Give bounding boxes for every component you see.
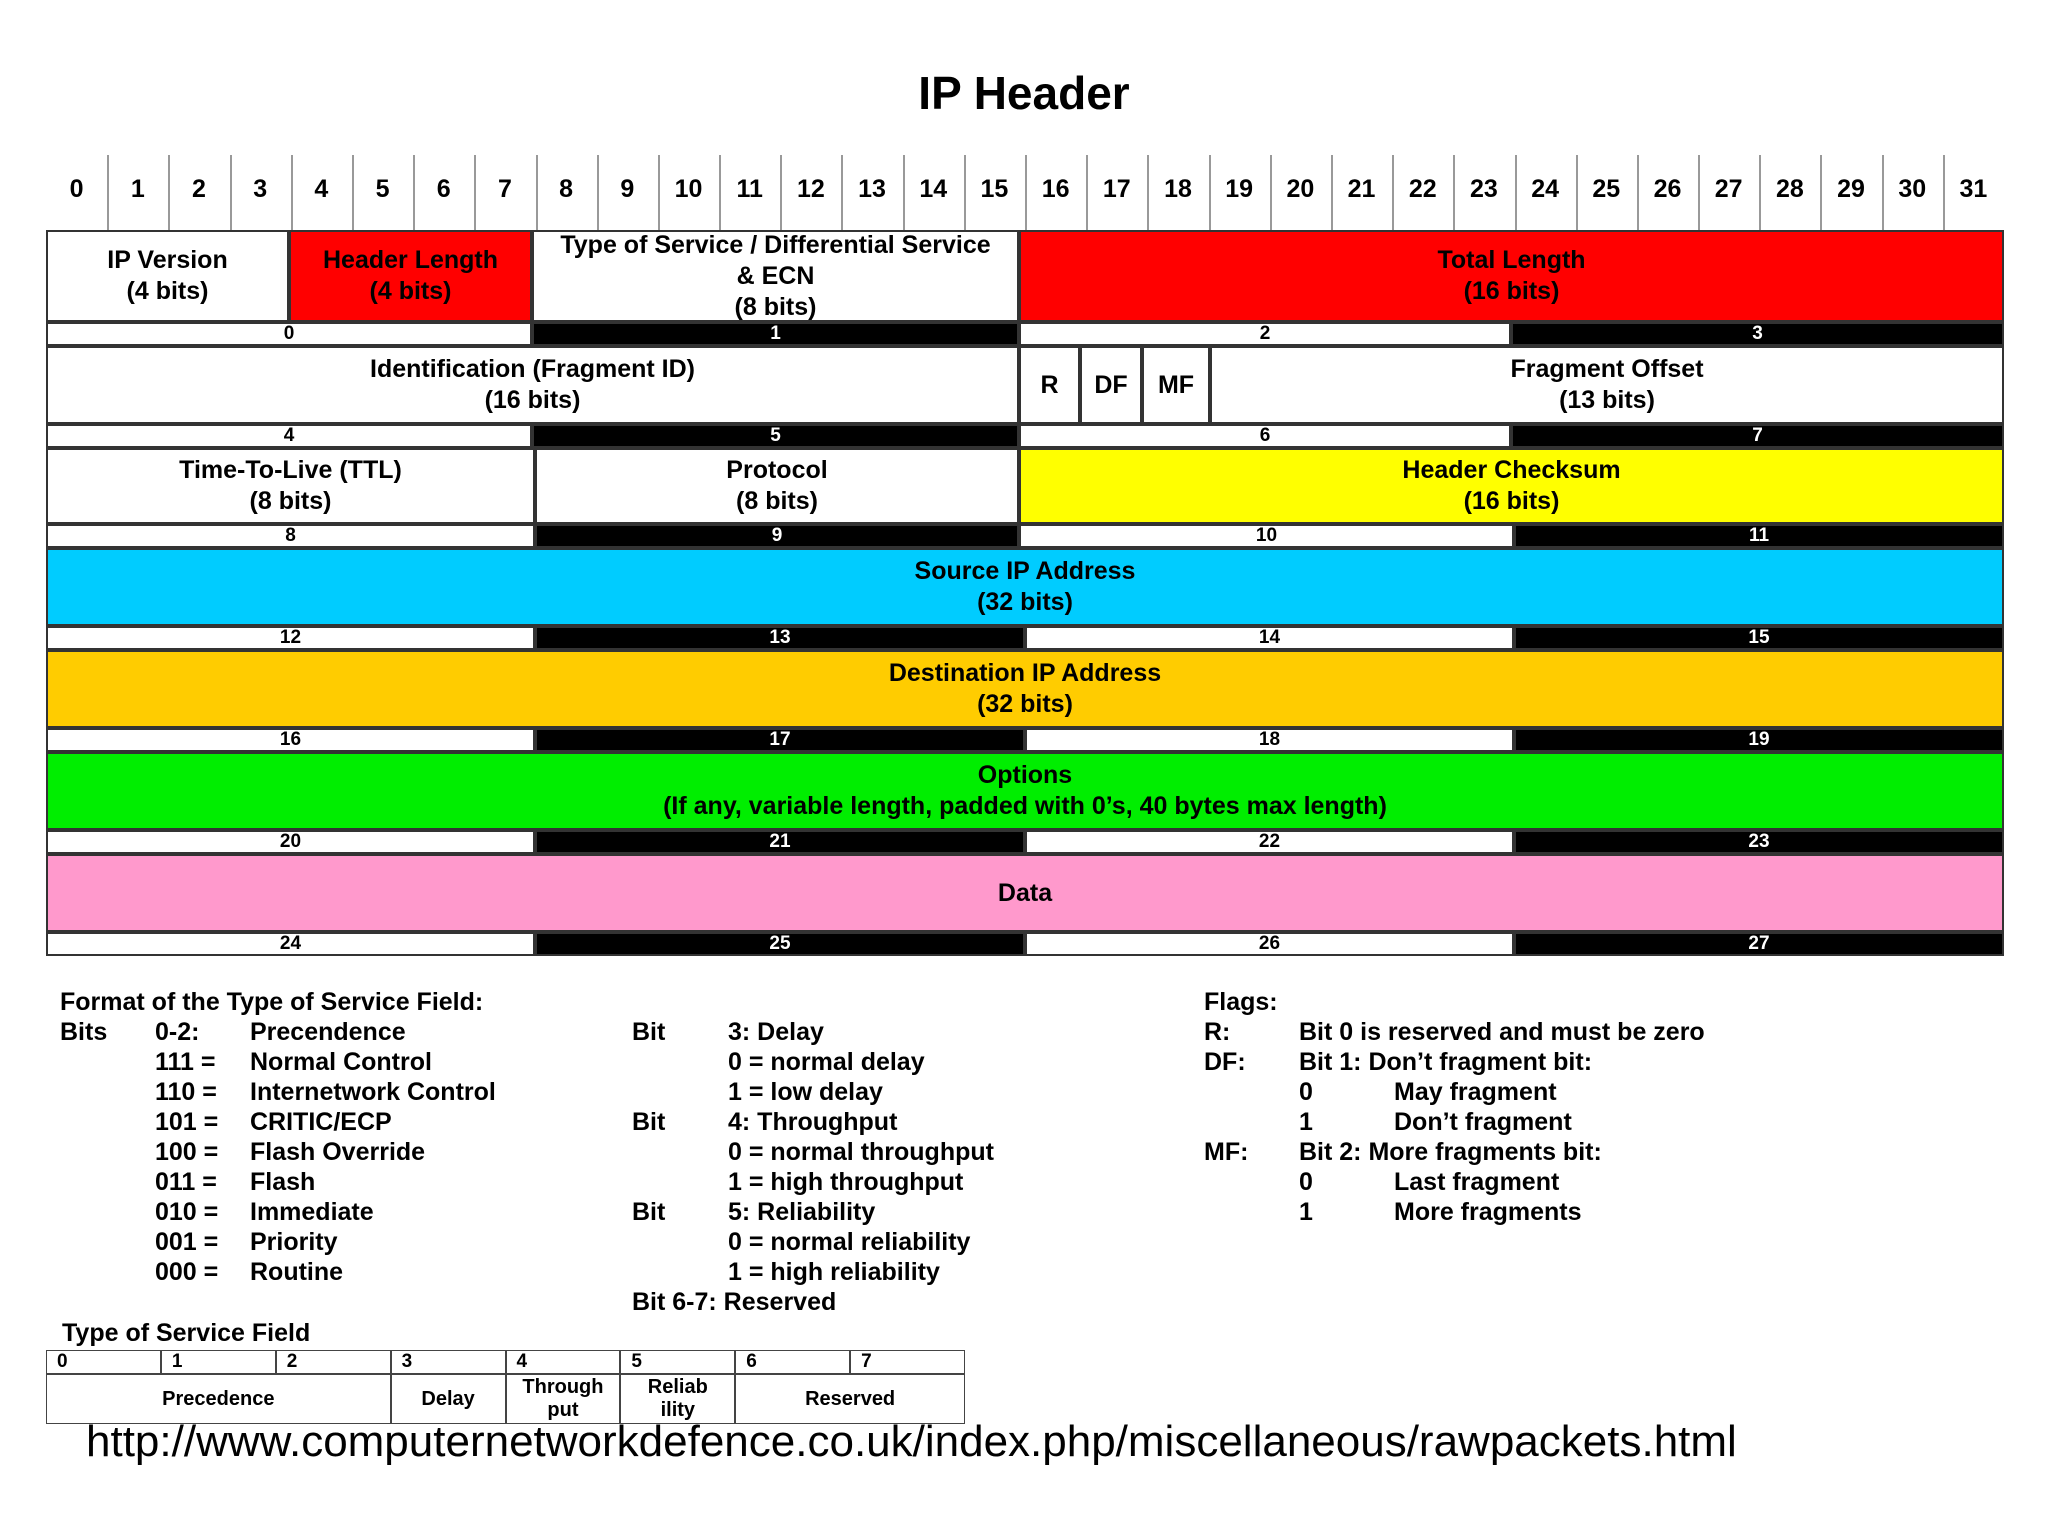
- tos-table-bit: 5: [620, 1350, 735, 1374]
- tos-reserved-cell-label: Reserved: [805, 1387, 896, 1410]
- flags-heading: Flags:: [1204, 988, 1278, 1016]
- precedence-name: Immediate: [250, 1198, 374, 1226]
- bit-number: 17: [1102, 174, 1131, 203]
- tos-precedence-title: Precendence: [250, 1018, 406, 1046]
- octet-11: 11: [1514, 524, 2004, 548]
- bit-number: 4: [314, 174, 329, 203]
- bit-divider: [1392, 155, 1394, 230]
- destination-ip-size: (32 bits): [977, 690, 1073, 718]
- precedence-code: 001 =: [155, 1228, 219, 1256]
- octet-16: 16: [46, 728, 535, 752]
- ip-version-field: [46, 230, 289, 322]
- tos-size: (8 bits): [734, 292, 817, 321]
- destination-ip-field: [46, 650, 2004, 728]
- bit-number: 15: [980, 174, 1009, 203]
- bit-number: 6: [436, 174, 451, 203]
- bit-number: 14: [919, 174, 948, 203]
- tos-table-bit: 0: [46, 1350, 161, 1374]
- flag-df-label: DF:: [1204, 1048, 1246, 1076]
- bit-number: 12: [796, 174, 825, 203]
- octet-2: 2: [1019, 322, 1511, 346]
- precedence-name: Routine: [250, 1258, 344, 1286]
- precedence-name: Flash Override: [250, 1138, 426, 1166]
- precedence-name: Priority: [250, 1228, 338, 1256]
- bit-divider: [107, 155, 109, 230]
- bit-divider: [1086, 155, 1088, 230]
- bit-divider: [168, 155, 170, 230]
- source-ip-field: [46, 548, 2004, 626]
- bit-number: 31: [1959, 174, 1988, 203]
- octet-25: 25: [535, 932, 1025, 956]
- bit-divider: [474, 155, 476, 230]
- bit-divider: [1943, 155, 1945, 230]
- bit-number: 29: [1837, 174, 1865, 203]
- ttl-field: [46, 448, 535, 524]
- precedence-code: 011 =: [155, 1168, 217, 1196]
- bit-number: 23: [1470, 174, 1498, 203]
- bit-number: 22: [1408, 174, 1437, 203]
- bit-number: 25: [1592, 174, 1621, 203]
- octet-26: 26: [1025, 932, 1514, 956]
- bit-divider: [1209, 155, 1211, 230]
- tos-throughput-cell-label: put: [547, 1399, 579, 1421]
- bit-divider: [291, 155, 293, 230]
- bit-number: 10: [674, 174, 703, 203]
- header-checksum-field: [1019, 448, 2004, 524]
- octet-6: 6: [1019, 424, 1511, 448]
- octet-14: 14: [1025, 626, 1514, 650]
- bit-divider: [1576, 155, 1578, 230]
- bit-divider: [413, 155, 415, 230]
- bit-divider: [780, 155, 782, 230]
- tos-reliability-cell-label: ility: [660, 1399, 696, 1421]
- flag-mf-field: MF: [1142, 346, 1210, 424]
- ip-version-size: (4 bits): [126, 277, 209, 305]
- bit-label-throughput: Bit: [632, 1108, 666, 1136]
- identification-field: [46, 346, 1019, 424]
- reliability-value-0: 0 = normal reliability: [728, 1228, 971, 1256]
- df-option-text: May fragment: [1394, 1078, 1557, 1106]
- fragment-offset-size: (13 bits): [1559, 386, 1655, 414]
- ttl-size: (8 bits): [249, 487, 332, 515]
- bit-divider: [1025, 155, 1027, 230]
- reserved-bits-note: Bit 6-7: Reserved: [632, 1288, 837, 1316]
- precedence-code: 101 =: [155, 1108, 219, 1136]
- bit-divider: [1331, 155, 1333, 230]
- identification-size: (16 bits): [484, 386, 581, 414]
- bit-divider: [1759, 155, 1761, 230]
- total-length-name: Total Length: [1437, 246, 1586, 274]
- octet-5: 5: [532, 424, 1019, 448]
- reliability-value-1: 1 = high reliability: [728, 1258, 940, 1286]
- tos-range-label: 0-2:: [155, 1018, 200, 1046]
- diagram-title: IP Header: [918, 67, 1130, 119]
- delay-value-1: 1 = low delay: [728, 1078, 883, 1106]
- octet-27: 27: [1514, 932, 2004, 956]
- tos-format-heading: Format of the Type of Service Field:: [60, 988, 484, 1016]
- bit-divider: [1515, 155, 1517, 230]
- bit-number: 8: [559, 174, 574, 203]
- octet-21: 21: [535, 830, 1025, 854]
- data-field: [46, 854, 2004, 932]
- source-url: http://www.computernetworkdefence.co.uk/index.php/miscellaneous/rawpackets.html: [86, 1417, 1737, 1466]
- bit-divider: [1147, 155, 1149, 230]
- ttl-name: Time-To-Live (TTL): [179, 456, 402, 484]
- bit-label-reliability: Bit: [632, 1198, 666, 1226]
- octet-9: 9: [535, 524, 1019, 548]
- flag-r-label: R:: [1204, 1018, 1231, 1046]
- flag-mf-label: MF:: [1204, 1138, 1249, 1166]
- bit-number: 3: [253, 174, 268, 203]
- octet-17: 17: [535, 728, 1025, 752]
- bit-divider: [352, 155, 354, 230]
- octet-4: 4: [46, 424, 532, 448]
- octet-20: 20: [46, 830, 535, 854]
- header-checksum-size: (16 bits): [1463, 487, 1560, 515]
- bit-number: 16: [1041, 174, 1070, 203]
- octet-0: 0: [46, 322, 532, 346]
- tos-table-bit: 2: [276, 1350, 391, 1374]
- destination-ip-name: Destination IP Address: [888, 659, 1162, 687]
- mf-option-text: Last fragment: [1394, 1168, 1560, 1196]
- precedence-code: 010 =: [155, 1198, 219, 1226]
- tos-precedence-cell-label: Precedence: [162, 1387, 275, 1410]
- octet-1: 1: [532, 322, 1019, 346]
- bit-divider: [1698, 155, 1700, 230]
- bit-label-delay: Bit: [632, 1018, 666, 1046]
- bit-divider: [1270, 155, 1272, 230]
- protocol-size: (8 bits): [736, 487, 818, 515]
- bit-number: 20: [1286, 174, 1315, 203]
- ip-version-name: IP Version: [107, 246, 228, 274]
- octet-24: 24: [46, 932, 535, 956]
- tos-table-bit: 7: [850, 1350, 965, 1374]
- precedence-code: 110 =: [155, 1078, 217, 1106]
- bit-number: 9: [620, 174, 635, 203]
- mf-option-value: 1: [1299, 1198, 1313, 1226]
- bit-number: 7: [497, 174, 512, 203]
- bit-divider: [841, 155, 843, 230]
- flag-df-field: DF: [1080, 346, 1142, 424]
- throughput-value-0: 0 = normal throughput: [728, 1138, 994, 1166]
- precedence-name: CRITIC/ECP: [250, 1108, 392, 1136]
- mf-option-value: 0: [1299, 1168, 1313, 1196]
- octet-23: 23: [1514, 830, 2004, 854]
- data-name: Data: [997, 878, 1053, 907]
- identification-name: Identification (Fragment ID): [370, 355, 695, 383]
- octet-13: 13: [535, 626, 1025, 650]
- df-option-value: 0: [1299, 1078, 1313, 1106]
- tos-reliability-cell-label: Reliab: [647, 1376, 708, 1398]
- flag-r-field: R: [1019, 346, 1080, 424]
- octet-18: 18: [1025, 728, 1514, 752]
- bit-divider: [1453, 155, 1455, 230]
- octet-22: 22: [1025, 830, 1514, 854]
- options-name: Options: [977, 761, 1073, 789]
- octet-19: 19: [1514, 728, 2004, 752]
- reliability-title: 5: Reliability: [728, 1198, 876, 1226]
- options-detail: (If any, variable length, padded with 0’s, 40 bytes max length): [663, 792, 1387, 820]
- bit-divider: [536, 155, 538, 230]
- bit-number: 24: [1531, 174, 1559, 203]
- precedence-name: Flash: [250, 1168, 316, 1196]
- bit-divider: [597, 155, 599, 230]
- bit-divider: [964, 155, 966, 230]
- type-of-service-field: [532, 230, 1019, 322]
- tos-line1: Type of Service / Differential Service: [560, 230, 991, 259]
- bit-number: 28: [1775, 174, 1804, 203]
- throughput-value-1: 1 = high throughput: [728, 1168, 964, 1196]
- options-field: [46, 752, 2004, 830]
- bit-divider: [719, 155, 721, 230]
- bit-divider: [230, 155, 232, 230]
- bit-divider: [1637, 155, 1639, 230]
- precedence-name: Normal Control: [250, 1048, 432, 1076]
- bit-divider: [1820, 155, 1822, 230]
- throughput-title: 4: Throughput: [728, 1108, 898, 1136]
- tos-table-bit: 1: [161, 1350, 276, 1374]
- protocol-field: [535, 448, 1019, 524]
- precedence-name: Internetwork Control: [250, 1078, 496, 1106]
- header-length-size: (4 bits): [369, 277, 452, 305]
- bit-number: 1: [130, 174, 145, 203]
- tos-table-bit: 4: [506, 1350, 621, 1374]
- tos-throughput-cell-label: Through: [522, 1376, 604, 1398]
- bit-divider: [1882, 155, 1884, 230]
- bit-divider: [658, 155, 660, 230]
- delay-value-0: 0 = normal delay: [728, 1048, 925, 1076]
- bit-number: 2: [192, 174, 206, 203]
- df-option-text: Don’t fragment: [1394, 1108, 1572, 1136]
- octet-15: 15: [1514, 626, 2004, 650]
- delay-title: 3: Delay: [728, 1018, 824, 1046]
- octet-8: 8: [46, 524, 535, 548]
- precedence-code: 100 =: [155, 1138, 219, 1166]
- fragment-offset-name: Fragment Offset: [1510, 355, 1704, 383]
- bit-number: 5: [375, 174, 390, 203]
- tos-table-title: Type of Service Field: [62, 1319, 311, 1347]
- fragment-offset-field: [1210, 346, 2004, 424]
- tos-delay-cell-label: Delay: [421, 1387, 475, 1410]
- total-length-field: [1019, 230, 2004, 322]
- octet-7: 7: [1511, 424, 2004, 448]
- header-length-field: [289, 230, 532, 322]
- tos-table-bit: 6: [735, 1350, 850, 1374]
- octet-12: 12: [46, 626, 535, 650]
- source-ip-size: (32 bits): [977, 588, 1073, 616]
- bit-number: 26: [1653, 174, 1682, 203]
- flag-mf-description: Bit 2: More fragments bit:: [1299, 1138, 1602, 1166]
- bit-number: 27: [1714, 174, 1743, 203]
- bit-number: 11: [736, 174, 763, 203]
- header-checksum-name: Header Checksum: [1402, 456, 1621, 484]
- tos-bits-label: Bits: [60, 1018, 108, 1046]
- mf-option-text: More fragments: [1394, 1198, 1582, 1226]
- bit-number: 18: [1164, 174, 1192, 203]
- header-length-name: Header Length: [322, 246, 499, 274]
- df-option-value: 1: [1299, 1108, 1313, 1136]
- protocol-name: Protocol: [726, 456, 828, 484]
- bit-number: 30: [1898, 174, 1927, 203]
- bit-divider: [903, 155, 905, 230]
- bit-number: 0: [69, 174, 84, 203]
- flag-df-description: Bit 1: Don’t fragment bit:: [1299, 1048, 1593, 1076]
- tos-table-bit: 3: [391, 1350, 506, 1374]
- total-length-size: (16 bits): [1463, 277, 1560, 305]
- bit-number: 13: [858, 174, 886, 203]
- octet-10: 10: [1019, 524, 1514, 548]
- bit-number: 19: [1225, 174, 1254, 203]
- flag-r-description: Bit 0 is reserved and must be zero: [1299, 1018, 1705, 1046]
- tos-line2: & ECN: [736, 261, 815, 290]
- bit-number: 21: [1347, 174, 1376, 203]
- octet-3: 3: [1511, 322, 2004, 346]
- precedence-code: 000 =: [155, 1258, 219, 1286]
- source-ip-name: Source IP Address: [914, 557, 1136, 585]
- precedence-code: 111 =: [155, 1048, 216, 1076]
